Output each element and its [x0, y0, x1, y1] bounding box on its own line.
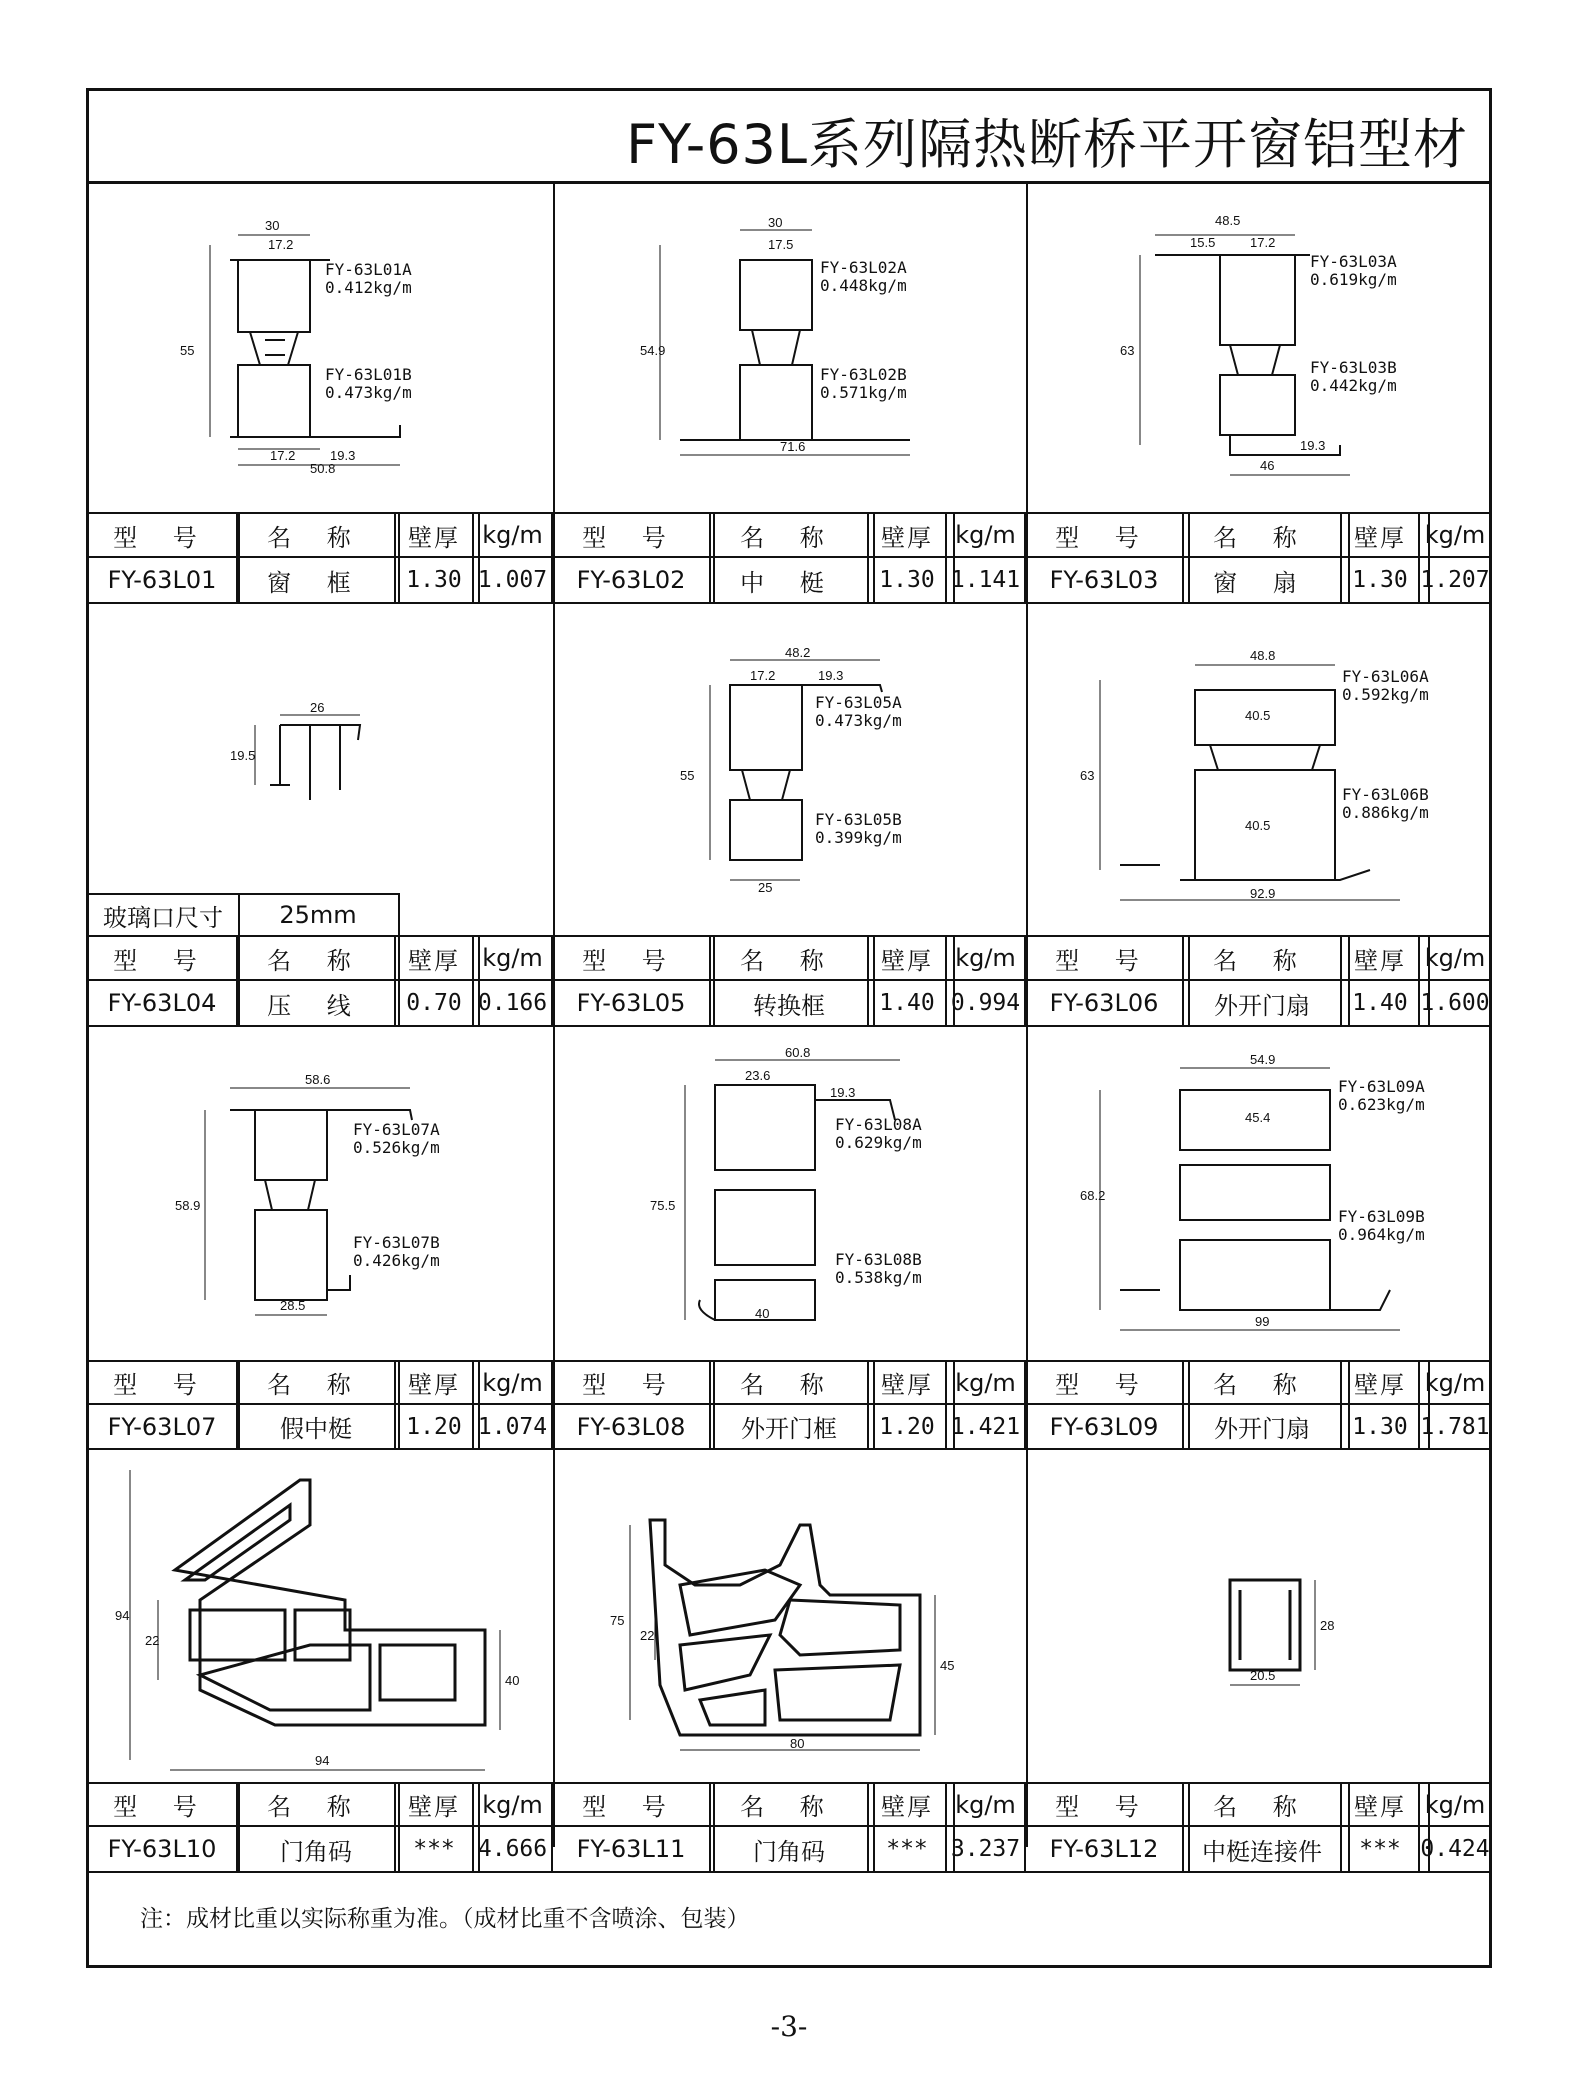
header-weight: kg/m	[474, 1784, 553, 1825]
name-cell: 压 线	[238, 981, 396, 1025]
header-model: 型 号	[553, 514, 711, 556]
part-label: 0.629kg/m	[835, 1133, 922, 1152]
dim-text: 22	[640, 1628, 655, 1643]
header-model: 型 号	[553, 1784, 711, 1825]
dim-text: 28	[1320, 1618, 1335, 1633]
name-cell: 门角码	[711, 1827, 869, 1871]
part-label: 0.473kg/m	[815, 711, 902, 730]
name-cell: 外开门扇	[1184, 981, 1342, 1025]
table-col-divider	[478, 512, 480, 602]
part-label: FY-63L09A	[1338, 1077, 1425, 1096]
part-label: FY-63L07B	[353, 1233, 440, 1252]
table-col-divider	[398, 512, 400, 602]
dim-text: 71.6	[780, 439, 806, 454]
glass-value: 25mm	[279, 901, 357, 929]
model-cell: FY-63L11	[553, 1827, 711, 1871]
part-label: FY-63L08B	[835, 1250, 922, 1269]
dim-text: 17.2	[750, 668, 776, 683]
thick-cell: ***	[1342, 1827, 1420, 1871]
name-cell: 转换框	[711, 981, 869, 1025]
dim-text: 25	[758, 880, 773, 895]
table-col-divider	[478, 935, 480, 1025]
dim-text: 99	[1255, 1314, 1270, 1329]
header-thick: 壁厚	[1342, 514, 1420, 556]
part-label: 0.571kg/m	[820, 383, 907, 402]
thick-cell: 1.30	[1342, 1405, 1420, 1448]
table-col-divider	[873, 1782, 875, 1871]
header-name: 名 称	[1184, 1362, 1342, 1403]
drawing-fy63l01	[170, 215, 470, 475]
weight-cell: 3.237	[947, 1827, 1026, 1871]
drawing-fy63l07	[170, 1070, 470, 1330]
model-cell: FY-63L03	[1026, 558, 1184, 602]
header-thick: 壁厚	[396, 937, 474, 979]
thick-cell: ***	[396, 1827, 474, 1871]
header-weight: kg/m	[1424, 944, 1486, 972]
model-cell: FY-63L04	[88, 981, 238, 1025]
part-label: 0.526kg/m	[353, 1138, 440, 1157]
dim-text: 54.9	[1250, 1052, 1276, 1067]
header-weight: kg/m	[947, 1784, 1026, 1825]
header-model: 型 号	[88, 937, 238, 979]
dim-text: 60.8	[785, 1045, 811, 1060]
part-label: FY-63L02B	[820, 365, 907, 384]
part-label: 0.399kg/m	[815, 828, 902, 847]
header-thick: 壁厚	[869, 514, 947, 556]
part-label: FY-63L01A	[325, 260, 412, 279]
part-label: FY-63L06A	[1342, 667, 1429, 686]
header-thick: 壁厚	[1342, 937, 1420, 979]
part-label: FY-63L01B	[325, 365, 412, 384]
dim-text: 63	[1120, 343, 1135, 358]
table-col-divider	[238, 935, 240, 1025]
part-label: 0.538kg/m	[835, 1268, 922, 1287]
table-col-divider	[1428, 935, 1430, 1025]
header-model: 型 号	[553, 1362, 711, 1403]
table-col-divider	[1188, 1782, 1190, 1871]
drawing-fy63l09	[1080, 1050, 1425, 1340]
table-col-divider	[398, 1782, 400, 1871]
dim-text: 17.2	[1250, 235, 1276, 250]
table-col-divider	[398, 1360, 400, 1448]
weight-cell: 0.994	[947, 981, 1026, 1025]
weight-cell: 1.781	[1420, 1413, 1490, 1440]
thick-cell: 0.70	[396, 981, 474, 1025]
drawing-fy63l04	[230, 700, 390, 820]
dim-text: 58.9	[175, 1198, 201, 1213]
dim-text: 23.6	[745, 1068, 771, 1083]
dim-text: 17.2	[270, 448, 296, 463]
dim-text: 94	[315, 1753, 330, 1768]
thick-cell: 1.20	[869, 1405, 947, 1448]
dim-text: 17.5	[768, 237, 794, 252]
model-cell: FY-63L07	[88, 1405, 238, 1448]
dim-text: 19.3	[818, 668, 844, 683]
table-col-divider	[953, 1360, 955, 1448]
header-model: 型 号	[1026, 937, 1184, 979]
part-label: FY-63L06B	[1342, 785, 1429, 804]
dim-text: 40	[505, 1673, 520, 1688]
dim-text: 17.2	[268, 237, 294, 252]
name-cell: 窗 框	[238, 558, 396, 602]
table-col-divider	[873, 512, 875, 602]
table-row	[88, 558, 1490, 602]
table-col-divider	[1428, 1360, 1430, 1448]
table-col-divider	[953, 935, 955, 1025]
dim-text: 22	[145, 1633, 160, 1648]
model-cell: FY-63L06	[1026, 981, 1184, 1025]
table-header-row	[88, 937, 1490, 979]
dim-text: 40	[755, 1306, 770, 1321]
header-thick: 壁厚	[1342, 1784, 1420, 1825]
dim-text: 20.5	[1250, 1668, 1276, 1683]
dim-text: 28.5	[280, 1298, 306, 1313]
header-weight: kg/m	[474, 514, 553, 556]
header-thick: 壁厚	[396, 514, 474, 556]
dim-text: 48.5	[1215, 213, 1241, 228]
dim-text: 75	[610, 1613, 625, 1628]
table-header-row	[88, 1362, 1490, 1403]
name-cell: 外开门扇	[1184, 1405, 1342, 1448]
drawing-fy63l03	[1110, 205, 1440, 475]
header-thick: 壁厚	[869, 1362, 947, 1403]
name-cell: 中梃连接件	[1184, 1827, 1342, 1871]
header-model: 型 号	[553, 937, 711, 979]
dim-text: 50.8	[310, 461, 336, 476]
table-col-divider	[713, 1360, 715, 1448]
dim-text: 75.5	[650, 1198, 676, 1213]
part-label: FY-63L05B	[815, 810, 902, 829]
dim-text: 80	[790, 1736, 805, 1751]
dim-text: 46	[1260, 458, 1275, 473]
name-cell: 窗 扇	[1184, 558, 1342, 602]
header-name: 名 称	[1184, 514, 1342, 556]
page-title: FY-63L系列隔热断桥平开窗铝型材	[626, 113, 1468, 176]
dim-text: 55	[180, 343, 195, 358]
drawing-fy63l12	[1200, 1560, 1370, 1710]
header-name: 名 称	[238, 1784, 396, 1825]
part-label: 0.412kg/m	[325, 278, 412, 297]
header-weight: kg/m	[474, 937, 553, 979]
part-label: FY-63L02A	[820, 258, 907, 277]
model-cell: FY-63L05	[553, 981, 711, 1025]
dim-text: 45	[940, 1658, 955, 1673]
drawing-fy63l11	[600, 1475, 960, 1775]
dim-text: 55	[680, 768, 695, 783]
dim-text: 19.5	[230, 748, 256, 763]
header-weight: kg/m	[947, 1362, 1026, 1403]
part-label: FY-63L03B	[1310, 358, 1397, 377]
dim-text: 15.5	[1190, 235, 1216, 250]
header-model: 型 号	[1026, 1362, 1184, 1403]
header-weight: kg/m	[1424, 1790, 1486, 1819]
dim-text: 63	[1080, 768, 1095, 783]
drawing-fy63l02	[640, 215, 960, 465]
dim-text: 45.4	[1245, 1110, 1271, 1125]
name-cell: 假中梃	[238, 1405, 396, 1448]
part-label: 0.448kg/m	[820, 276, 907, 295]
header-model: 型 号	[1026, 1784, 1184, 1825]
header-name: 名 称	[238, 1362, 396, 1403]
header-name: 名 称	[238, 514, 396, 556]
header-name: 名 称	[711, 1362, 869, 1403]
part-label: 0.426kg/m	[353, 1251, 440, 1270]
dim-text: 40.5	[1245, 818, 1271, 833]
table-col-divider	[478, 1782, 480, 1871]
header-thick: 壁厚	[396, 1362, 474, 1403]
thick-cell: 1.30	[869, 558, 947, 602]
header-thick: 壁厚	[869, 937, 947, 979]
name-cell: 中 梃	[711, 558, 869, 602]
thick-cell: 1.40	[869, 981, 947, 1025]
thick-cell: ***	[869, 1827, 947, 1871]
dim-text: 26	[310, 700, 325, 715]
header-model: 型 号	[88, 514, 238, 556]
table-col-divider	[1348, 1360, 1350, 1448]
table-col-divider	[1348, 935, 1350, 1025]
table-col-divider	[713, 1782, 715, 1871]
part-label: FY-63L09B	[1338, 1207, 1425, 1226]
table-col-divider	[953, 1782, 955, 1871]
weight-cell: 1.141	[947, 558, 1026, 602]
header-thick: 壁厚	[869, 1784, 947, 1825]
thick-cell: 1.20	[396, 1405, 474, 1448]
part-label: 0.619kg/m	[1310, 270, 1397, 289]
table-col-divider	[713, 512, 715, 602]
header-thick: 壁厚	[396, 1784, 474, 1825]
header-name: 名 称	[711, 514, 869, 556]
table-col-divider	[238, 1360, 240, 1448]
dim-text: 19.3	[1300, 438, 1326, 453]
part-label: 0.442kg/m	[1310, 376, 1397, 395]
model-cell: FY-63L08	[553, 1405, 711, 1448]
table-col-divider	[873, 1360, 875, 1448]
header-model: 型 号	[88, 1784, 238, 1825]
dim-text: 19.3	[330, 448, 356, 463]
part-label: 0.886kg/m	[1342, 803, 1429, 822]
weight-cell: 1.207	[1420, 567, 1490, 593]
header-name: 名 称	[238, 937, 396, 979]
header-weight: kg/m	[947, 937, 1026, 979]
table-col-divider	[873, 935, 875, 1025]
dim-text: 94	[115, 1608, 130, 1623]
dim-text: 48.2	[785, 645, 811, 660]
table-col-divider	[1348, 512, 1350, 602]
name-cell: 门角码	[238, 1827, 396, 1871]
title-bar	[86, 88, 1492, 184]
header-model: 型 号	[88, 1362, 238, 1403]
header-thick: 壁厚	[1342, 1362, 1420, 1403]
table-col-divider	[1428, 512, 1430, 602]
dim-text: 92.9	[1250, 886, 1276, 901]
weight-cell: 1.007	[474, 558, 553, 602]
table-col-divider	[1428, 1782, 1430, 1871]
table-col-divider	[1188, 512, 1190, 602]
part-label: FY-63L03A	[1310, 252, 1397, 271]
name-cell: 外开门框	[711, 1405, 869, 1448]
table-row	[88, 1827, 1490, 1871]
table-header-row	[88, 514, 1490, 556]
table-col-divider	[238, 1782, 240, 1871]
table-col-divider	[1348, 1782, 1350, 1871]
part-label: FY-63L08A	[835, 1115, 922, 1134]
glass-size-row	[88, 895, 398, 935]
model-cell: FY-63L09	[1026, 1405, 1184, 1448]
weight-cell: 1.600	[1420, 990, 1490, 1016]
table-col-divider	[1188, 1360, 1190, 1448]
thick-cell: 1.30	[1342, 558, 1420, 602]
dim-text: 54.9	[640, 343, 666, 358]
weight-cell: 0.166	[474, 981, 553, 1025]
table-col-divider	[238, 512, 240, 602]
drawing-fy63l06	[1080, 640, 1429, 910]
weight-cell: 4.666	[474, 1827, 553, 1871]
header-name: 名 称	[1184, 1784, 1342, 1825]
dim-text: 48.8	[1250, 648, 1276, 663]
header-weight: kg/m	[1424, 1368, 1486, 1397]
header-weight: kg/m	[947, 514, 1026, 556]
table-row	[88, 981, 1490, 1025]
table-header-row	[88, 1784, 1490, 1825]
part-label: FY-63L05A	[815, 693, 902, 712]
thick-cell: 1.40	[1342, 981, 1420, 1025]
model-cell: FY-63L12	[1026, 1827, 1184, 1871]
weight-cell: 0.424	[1420, 1836, 1490, 1862]
dim-text: 30	[265, 218, 280, 233]
dim-text: 19.3	[830, 1085, 856, 1100]
dim-text: 68.2	[1080, 1188, 1106, 1203]
part-label: 0.592kg/m	[1342, 685, 1429, 704]
model-cell: FY-63L10	[88, 1827, 238, 1871]
header-name: 名 称	[1184, 937, 1342, 979]
glass-label: 玻璃口尺寸	[103, 903, 223, 932]
drawing-fy63l10	[110, 1460, 530, 1785]
header-weight: kg/m	[1424, 521, 1486, 549]
table-row	[88, 1405, 1490, 1448]
header-weight: kg/m	[474, 1362, 553, 1403]
dim-text: 40.5	[1245, 708, 1271, 723]
page-number: -3-	[770, 2010, 808, 2043]
weight-cell: 1.074	[474, 1405, 553, 1448]
dim-text: 30	[768, 215, 783, 230]
model-cell: FY-63L01	[88, 558, 238, 602]
part-label: FY-63L07A	[353, 1120, 440, 1139]
part-label: 0.623kg/m	[1338, 1095, 1425, 1114]
table-col-divider	[713, 935, 715, 1025]
header-model: 型 号	[1026, 514, 1184, 556]
drawing-fy63l05	[670, 640, 970, 900]
table-col-divider	[953, 512, 955, 602]
weight-cell: 1.421	[947, 1405, 1026, 1448]
table-col-divider	[1188, 935, 1190, 1025]
drawing-fy63l08	[640, 1040, 970, 1330]
table-col-divider	[478, 1360, 480, 1448]
model-cell: FY-63L02	[553, 558, 711, 602]
table-col-divider	[398, 935, 400, 1025]
footnote: 注：成材比重以实际称重为准。（成材比重不含喷涂、包装）	[140, 1906, 750, 1932]
part-label: 0.964kg/m	[1338, 1225, 1425, 1244]
thick-cell: 1.30	[396, 558, 474, 602]
dim-text: 58.6	[305, 1072, 331, 1087]
header-name: 名 称	[711, 1784, 869, 1825]
part-label: 0.473kg/m	[325, 383, 412, 402]
header-name: 名 称	[711, 937, 869, 979]
